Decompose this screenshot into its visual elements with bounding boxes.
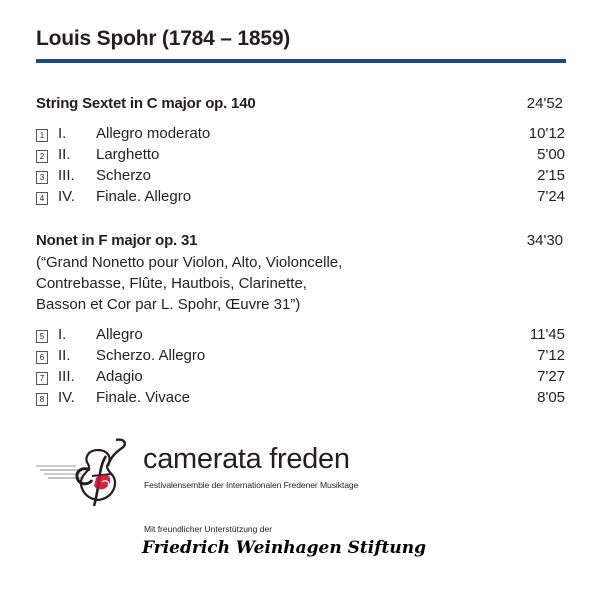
- track-duration: 7'24: [537, 188, 565, 205]
- track-duration: 8'05: [537, 389, 565, 406]
- movement-numeral: IV.: [58, 389, 75, 406]
- support-label: Mit freundlicher Unterstützung der: [144, 524, 273, 534]
- movement-numeral: II.: [58, 146, 71, 163]
- brand-name: camerata freden: [143, 443, 350, 475]
- track-duration: 11'45: [529, 326, 565, 343]
- track-row: [36, 188, 566, 209]
- track-number: 3: [36, 171, 48, 184]
- work-title: Nonet in F major op. 31: [36, 232, 198, 249]
- track-row: [36, 368, 566, 389]
- track-duration: 7'27: [537, 368, 565, 385]
- track-number: 5: [36, 330, 48, 343]
- camerata-freden-logo: [36, 436, 376, 516]
- brand-tagline: Festivalensemble der Internationalen Fredener Musiktage: [144, 480, 359, 490]
- movement-name: Scherzo. Allegro: [96, 347, 206, 364]
- track-row: [36, 167, 566, 188]
- violin-cf-logo-icon: [36, 436, 141, 514]
- track-row: [36, 125, 566, 146]
- movement-numeral: IV.: [58, 188, 75, 205]
- track-row: [36, 389, 566, 410]
- track-number: 1: [36, 129, 48, 142]
- track-duration: 10'12: [528, 125, 565, 142]
- track-number: 6: [36, 351, 48, 364]
- track-number: 4: [36, 192, 48, 205]
- movement-name: Allegro moderato: [96, 125, 211, 142]
- track-row: [36, 146, 566, 167]
- movement-numeral: III.: [58, 167, 75, 184]
- subtitle-line: (“Grand Nonetto pour Violon, Alto, Violoncelle,: [36, 254, 343, 271]
- movement-numeral: III.: [58, 368, 75, 385]
- composer-heading: Louis Spohr (1784 – 1859): [36, 27, 291, 50]
- movement-numeral: I.: [58, 125, 67, 142]
- track-row: [36, 347, 566, 368]
- movement-name: Scherzo: [96, 167, 152, 184]
- movement-name: Allegro: [96, 326, 143, 343]
- work-duration: 34'30: [526, 232, 563, 249]
- movement-numeral: I.: [58, 326, 67, 343]
- track-number: 7: [36, 372, 48, 385]
- work-title: String Sextet in C major op. 140: [36, 95, 256, 112]
- track-row: [36, 326, 566, 347]
- track-number: 2: [36, 150, 48, 163]
- work-subtitle: [36, 252, 456, 315]
- movement-name: Adagio: [96, 368, 143, 385]
- subtitle-line: Contrebasse, Flûte, Hautbois, Clarinette,: [36, 275, 307, 292]
- track-duration: 7'12: [537, 347, 565, 364]
- foundation-name: Friedrich Weinhagen Stiftung: [142, 538, 426, 558]
- movement-numeral: II.: [58, 347, 71, 364]
- work-duration: 24'52: [526, 95, 563, 112]
- header-rule: [36, 59, 566, 63]
- subtitle-line: Basson et Cor par L. Spohr, Œuvre 31”): [36, 296, 301, 313]
- track-duration: 2'15: [537, 167, 565, 184]
- movement-name: Finale. Vivace: [96, 389, 190, 406]
- track-number: 8: [36, 393, 48, 406]
- track-duration: 5'00: [537, 146, 565, 163]
- movement-name: Larghetto: [96, 146, 160, 163]
- movement-name: Finale. Allegro: [96, 188, 192, 205]
